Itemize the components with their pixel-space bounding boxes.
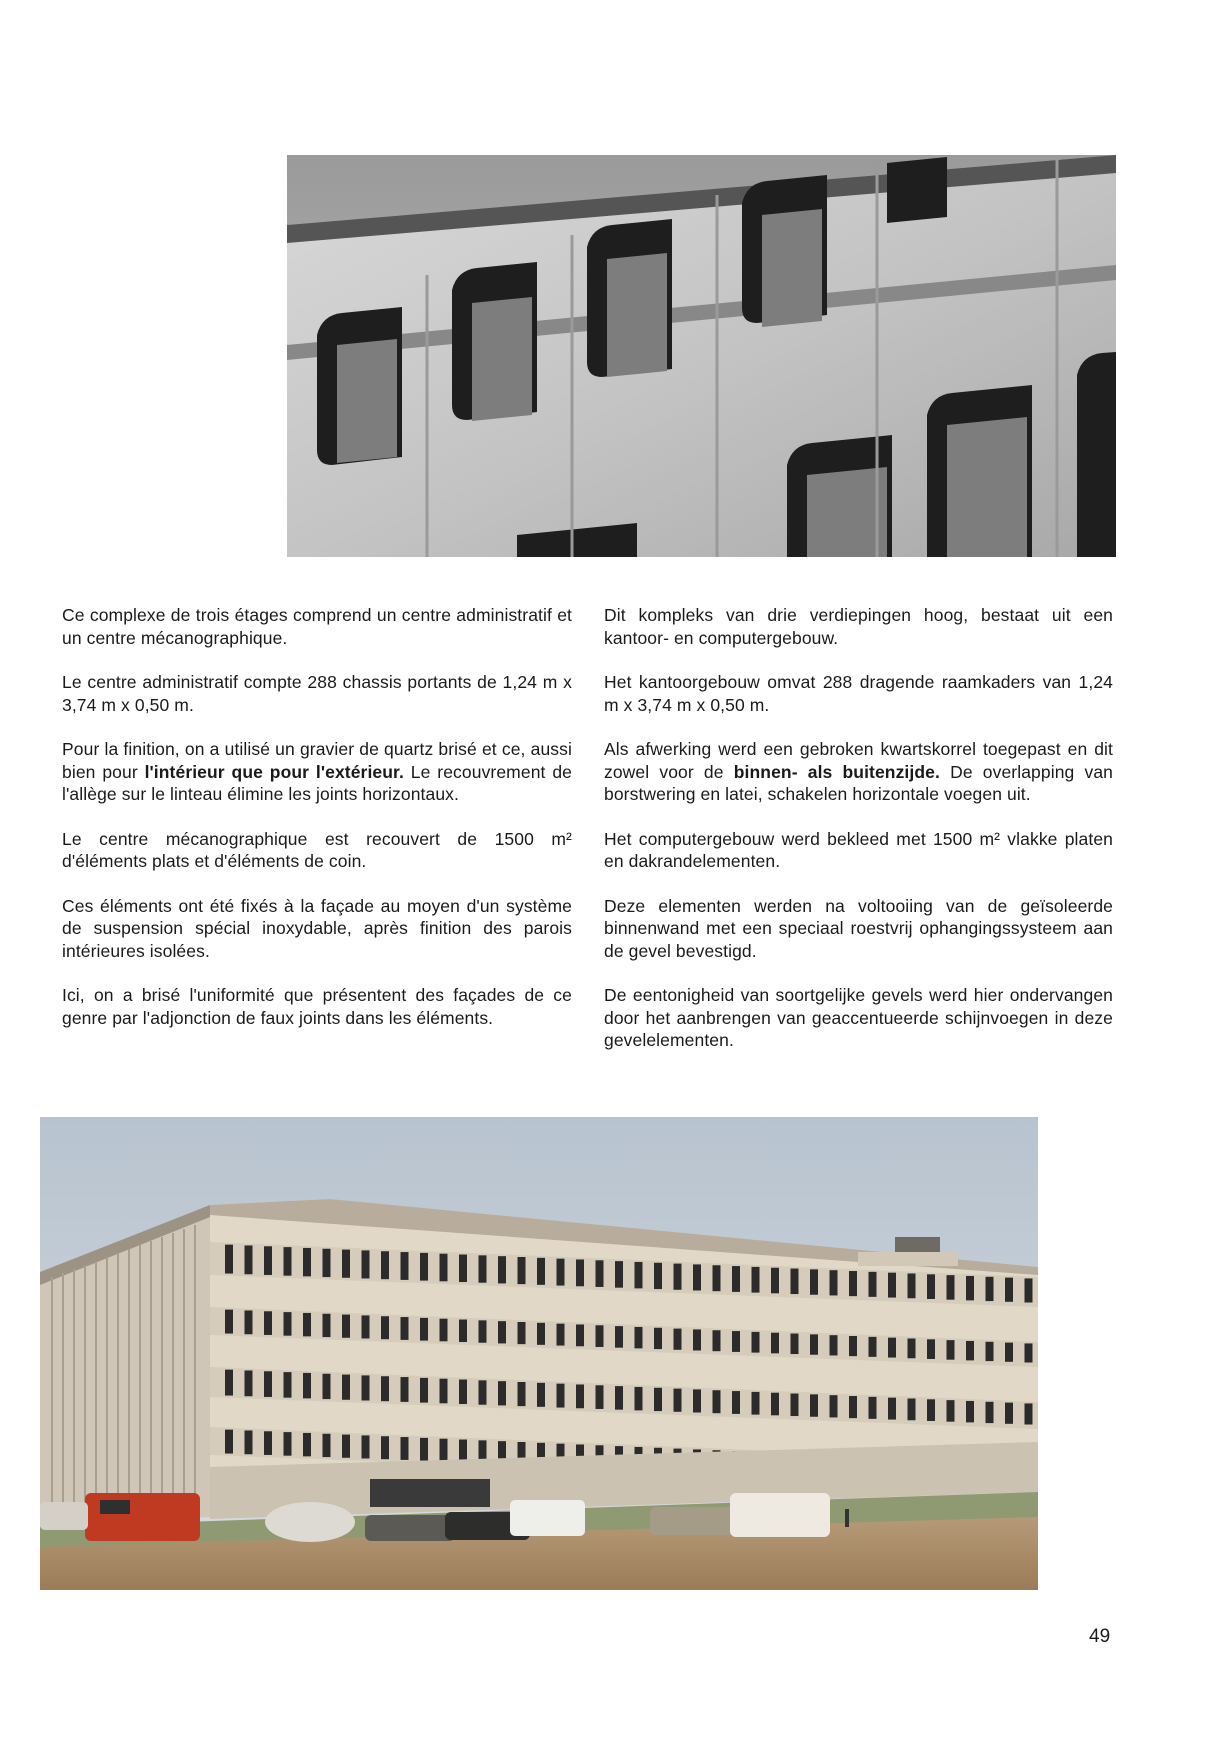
fr-p3-text-b: Le recouvrement de l'allège sur le linteau élimine les joints horizontaux. [62,761,572,804]
fr-p3-bold: l'intérieur que pour l'extérieur. [144,761,404,782]
nl-paragraph-5: Deze elementen werden na voltooiing van de geïsoleerde binnenwand met een speciaal roestvrij ophangingssysteem aan de gevel bevestigd. [604,895,1113,961]
fr-paragraph-6: Ici, on a brisé l'uniformité que présentent des façades de ce genre par l'adjonction de faux joints dans les éléments. [62,985,572,1028]
nl-p3-text-b: De overlapping van borstwering en latei, schakelen horizontale voegen uit. [604,761,1113,804]
nl-paragraph-6: De eentonigheid van soortgelijke gevels werd hier ondervangen door het aanbrengen van geaccentueerde schijnvoegen in deze gevelelementen. [604,985,1113,1050]
french-text-column [62,604,572,1051]
nl-p3-text-a: Als afwerking werd een gebroken kwartskorrel toegepast en dit zowel voor de [604,739,1113,782]
nl-paragraph-3 [604,738,1113,806]
building-exterior-photo [40,1117,1038,1590]
fr-paragraph-2: Le centre administratif compte 288 chassis portants de 1,24 m x 3,74 m x 0,50 m. [62,672,572,715]
fr-paragraph-3 [62,738,572,806]
nl-paragraph-1: Dit kompleks van drie verdiepingen hoog, bestaat uit een kantoor- en computergebouw. [604,605,1113,648]
fr-paragraph-4: Le centre mécanographique est recouvert de 1500 m² d'éléments plats et d'éléments de coin. [62,828,572,871]
fr-paragraph-1: Ce complexe de trois étages comprend un centre administratif et un centre mécanographique. [62,605,572,648]
facade-detail-photo [287,155,1116,557]
fr-paragraph-5: Ces éléments ont été fixés à la façade au moyen d'un système de suspension spécial inoxydable, après finition des parois intérieures isolées. [62,895,572,961]
page-number: 49 [1089,1626,1111,1647]
dutch-text-column [604,604,1113,1074]
nl-paragraph-2: Het kantoorgebouw omvat 288 dragende raamkaders van 1,24 m x 3,74 m x 0,50 m. [604,672,1113,715]
nl-paragraph-4: Het computergebouw werd bekleed met 1500 m² vlakke platen en dakrandelementen. [604,828,1113,871]
fr-p3-text-a: Pour la finition, on a utilisé un gravier de quartz brisé et ce, aussi bien pour [62,739,572,782]
nl-p3-bold: binnen- als buitenzijde. [733,761,940,782]
